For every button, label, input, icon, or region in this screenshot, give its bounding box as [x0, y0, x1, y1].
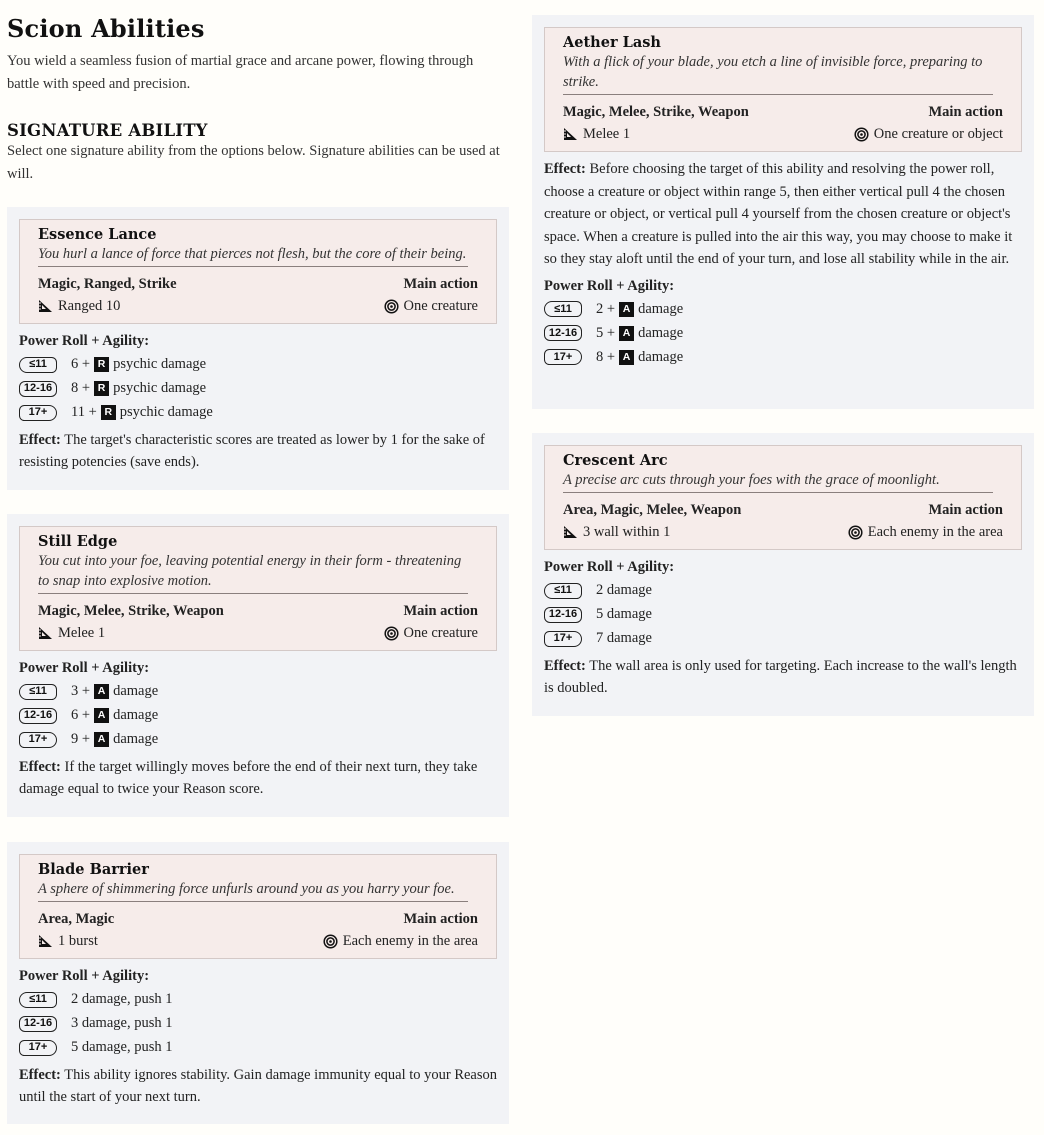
- power-roll-title: Power Roll + Agility:: [544, 277, 675, 294]
- tier-1-result: 2 damage: [596, 582, 652, 599]
- tier-2-base: 5 +: [596, 324, 616, 341]
- tier-3: [19, 1036, 497, 1060]
- effect-label: Effect:: [19, 1066, 61, 1083]
- characteristic-badge: R: [94, 381, 109, 396]
- ability-name: Essence Lance: [38, 226, 157, 243]
- tier-1-base: 6 +: [71, 356, 91, 373]
- tier-badge-low: ≤11: [544, 583, 582, 599]
- power-roll-title: Power Roll + Agility:: [19, 660, 150, 676]
- ability-distance: 3 wall within 1: [583, 524, 671, 540]
- tier-3: [19, 401, 497, 425]
- tier-3-result: 7 damage: [596, 630, 652, 647]
- tier-badge-mid: 12-16: [544, 607, 582, 623]
- tier-1-result: damage: [113, 683, 159, 700]
- ability-effect: [544, 655, 1022, 700]
- distance-icon: [563, 127, 578, 141]
- ability-distance: Ranged 10: [58, 298, 121, 314]
- effect-text: This ability ignores stability. Gain damage immunity equal to your Reason until the start of your next turn.: [19, 1066, 498, 1105]
- tier-3-result: psychic damage: [119, 404, 213, 421]
- ability-flavor: A precise arc cuts through your foes with the grace of moonlight.: [563, 470, 993, 493]
- ability-keywords: Magic, Melee, Strike, Weapon: [563, 104, 749, 120]
- section-description: Select one signature ability from the options below. Signature abilities can be used at will.: [7, 143, 500, 182]
- tier-2-result: damage: [638, 324, 684, 341]
- ability-keywords: Magic, Melee, Strike, Weapon: [38, 603, 224, 619]
- tier-badge-low: ≤11: [544, 301, 582, 317]
- page-title: Scion Abilities: [7, 14, 205, 43]
- ability-name: Still Edge: [38, 533, 118, 550]
- distance-icon: [38, 299, 53, 313]
- characteristic-badge: A: [94, 684, 109, 699]
- tier-1-base: 3 +: [71, 683, 91, 700]
- tier-3-result: damage: [113, 731, 159, 748]
- ability-header: [544, 27, 1022, 152]
- tier-1-result: damage: [638, 300, 684, 317]
- ability-distance: Melee 1: [58, 625, 106, 641]
- ability-card-still-edge: [7, 514, 509, 817]
- tier-badge-low: ≤11: [19, 357, 57, 373]
- intro-text: You wield a seamless fusion of martial grace and arcane power, flowing through battle with speed and precision.: [7, 53, 474, 92]
- target-icon: [323, 934, 338, 949]
- tier-3-base: 11 +: [71, 404, 97, 421]
- tier-3: [544, 345, 1022, 369]
- tier-2-base: 8 +: [71, 380, 91, 397]
- distance-icon: [38, 934, 53, 948]
- ability-effect: [19, 429, 497, 474]
- characteristic-badge: A: [619, 326, 634, 341]
- ability-distance: Melee 1: [583, 126, 631, 142]
- tier-badge-mid: 12-16: [19, 1016, 57, 1032]
- tier-badge-low: ≤11: [19, 992, 57, 1008]
- effect-label: Effect:: [544, 161, 586, 177]
- ability-flavor: You hurl a lance of force that pierces not flesh, but the core of their being.: [38, 244, 468, 267]
- ability-header: [19, 526, 497, 651]
- distance-icon: [38, 626, 53, 640]
- ability-card-aether-lash: [532, 15, 1034, 409]
- ability-target: One creature: [403, 625, 478, 641]
- power-roll-title: Power Roll + Agility:: [19, 333, 150, 349]
- tier-1-base: 2 +: [596, 300, 616, 317]
- target-icon: [854, 127, 869, 142]
- ability-effect: [19, 756, 497, 801]
- distance-icon: [563, 525, 578, 539]
- ability-name: Aether Lash: [563, 34, 661, 51]
- ability-target: One creature or object: [873, 126, 1003, 142]
- target-icon: [848, 525, 863, 540]
- tier-3-result: 5 damage, push 1: [71, 1039, 173, 1056]
- ability-header: [544, 445, 1022, 550]
- ability-card-crescent-arc: [532, 433, 1034, 716]
- ability-target: Each enemy in the area: [867, 524, 1003, 540]
- ability-keywords: Area, Magic: [38, 911, 115, 927]
- ability-action: Main action: [928, 104, 1003, 120]
- ability-action: Main action: [403, 911, 478, 927]
- tier-2-result: damage: [113, 707, 159, 724]
- ability-flavor: You cut into your foe, leaving potential energy in their form - threatening to snap into explosive motion.: [38, 551, 468, 594]
- tier-badge-high: 17+: [19, 405, 57, 421]
- target-icon: [384, 626, 399, 641]
- characteristic-badge: A: [94, 708, 109, 723]
- effect-label: Effect:: [544, 657, 586, 674]
- left-column: [7, 0, 509, 185]
- tier-badge-high: 17+: [19, 732, 57, 748]
- effect-text: The wall area is only used for targeting. Each increase to the wall's length is doubled.: [544, 657, 1017, 696]
- power-roll-title: Power Roll + Agility:: [19, 968, 150, 984]
- tier-2: [544, 603, 1022, 627]
- tier-badge-mid: 12-16: [19, 381, 57, 397]
- tier-1: [19, 680, 497, 704]
- tier-badge-high: 17+: [544, 631, 582, 647]
- tier-1-result: psychic damage: [113, 356, 207, 373]
- power-roll-title: Power Roll + Agility:: [544, 559, 675, 575]
- tier-badge-mid: 12-16: [19, 708, 57, 724]
- effect-text: Before choosing the target of this ability and resolving the power roll, choose a creature or object within range 5, then either vertical pull 4 the chosen creature or object, or vertical pull 4 yourself from the chosen creature or object's space. When a creature is pulled into the air this way, you may choose to make it so they stay aloft until the end of your turn, and lose all stability while in the air.: [544, 161, 1013, 267]
- characteristic-badge: A: [94, 732, 109, 747]
- characteristic-badge: R: [101, 405, 116, 420]
- tier-3-base: 9 +: [71, 731, 91, 748]
- characteristic-badge: A: [619, 350, 634, 365]
- tier-3-base: 8 +: [596, 348, 616, 365]
- tier-badge-mid: 12-16: [544, 325, 582, 341]
- effect-label: Effect:: [19, 431, 61, 448]
- tier-3: [19, 728, 497, 752]
- ability-header: [19, 854, 497, 959]
- tier-badge-low: ≤11: [19, 684, 57, 700]
- ability-target: One creature: [403, 298, 478, 314]
- ability-header: [19, 219, 497, 324]
- ability-target: Each enemy in the area: [342, 933, 478, 949]
- tier-1: [19, 353, 497, 377]
- tier-2-result: 5 damage: [596, 606, 652, 623]
- tier-2: [19, 704, 497, 728]
- ability-action: Main action: [928, 502, 1003, 518]
- ability-card-blade-barrier: [7, 842, 509, 1124]
- ability-card-essence-lance: [7, 207, 509, 490]
- tier-2-base: 6 +: [71, 707, 91, 724]
- tier-2: [19, 377, 497, 401]
- tier-2-result: 3 damage, push 1: [71, 1015, 173, 1032]
- ability-action: Main action: [403, 603, 478, 619]
- ability-keywords: Magic, Ranged, Strike: [38, 276, 177, 292]
- ability-flavor: A sphere of shimmering force unfurls around you as you harry your foe.: [38, 879, 468, 902]
- ability-name: Blade Barrier: [38, 861, 149, 878]
- tier-1: [544, 297, 1022, 321]
- ability-effect: [19, 1064, 497, 1109]
- characteristic-badge: R: [94, 357, 109, 372]
- tier-1: [19, 988, 497, 1012]
- tier-badge-high: 17+: [19, 1040, 57, 1056]
- tier-3: [544, 627, 1022, 651]
- tier-2: [19, 1012, 497, 1036]
- effect-text: If the target willingly moves before the end of their next turn, they take damage equal to twice your Reason score.: [19, 758, 478, 797]
- ability-effect: [544, 158, 1022, 271]
- ability-distance: 1 burst: [58, 933, 98, 949]
- ability-action: Main action: [403, 276, 478, 292]
- tier-badge-high: 17+: [544, 349, 582, 365]
- ability-keywords: Area, Magic, Melee, Weapon: [563, 502, 742, 518]
- tier-3-result: damage: [638, 348, 684, 365]
- tier-2: [544, 321, 1022, 345]
- section-title: SIGNATURE ABILITY: [7, 121, 208, 140]
- tier-1-result: 2 damage, push 1: [71, 991, 173, 1008]
- effect-text: The target's characteristic scores are treated as lower by 1 for the sake of resisting potencies (save ends).: [19, 431, 485, 470]
- characteristic-badge: A: [619, 302, 634, 317]
- ability-name: Crescent Arc: [563, 452, 668, 469]
- tier-2-result: psychic damage: [113, 380, 207, 397]
- target-icon: [384, 299, 399, 314]
- ability-flavor: With a flick of your blade, you etch a line of invisible force, preparing to strike.: [563, 52, 993, 95]
- tier-1: [544, 579, 1022, 603]
- effect-label: Effect:: [19, 758, 61, 775]
